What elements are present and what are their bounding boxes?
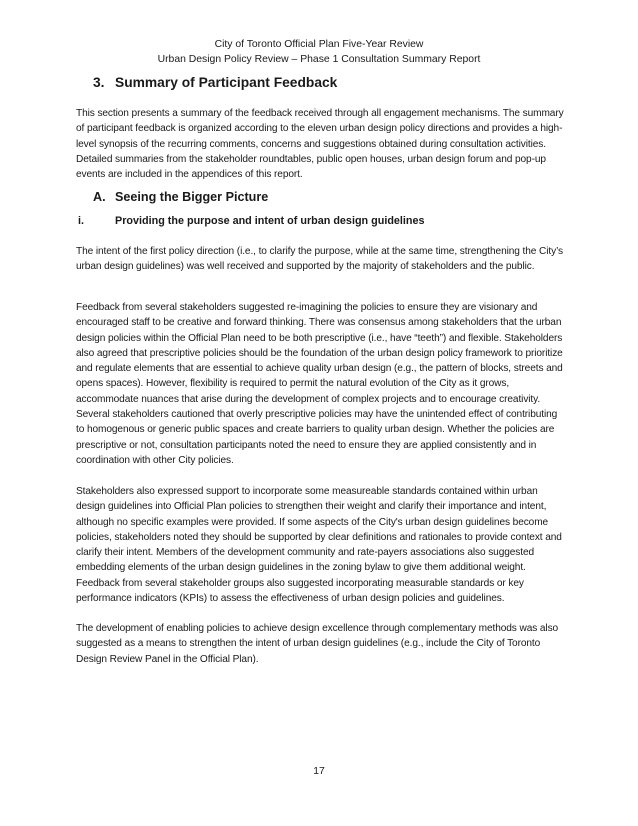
subsection-letter: A.	[93, 190, 106, 204]
header-subtitle: Urban Design Policy Review – Phase 1 Consultation Summary Report	[157, 53, 481, 65]
header-title: City of Toronto Official Plan Five-Year Review	[214, 39, 424, 50]
subsubsection-title: Providing the purpose and intent of urban design guidelines	[115, 215, 425, 227]
subsection-heading	[93, 190, 268, 204]
body-paragraph: The development of enabling policies to achieve design excellence through complementary methods was also suggested as a means to strengthen the intent of urban design guidelines (e.g., include the City of Toronto Design Review Panel in the Official Plan).	[76, 623, 559, 665]
section-title: Summary of Participant Feedback	[115, 75, 338, 90]
body-paragraph: The intent of the first policy direction (i.e., to clarify the purpose, while at the same time, strengthening the City’s urban design guidelines) was well received and supported by the majority of stakeholders and the public.	[76, 246, 563, 273]
body-paragraph: Feedback from several stakeholders suggested re-imagining the policies to ensure they are visionary and encouraged staff to be creative and forward thinking. There was consensus among stakeholders that the urban design policies within the Official Plan need to be both prescriptive (i.e., have “teeth”) and flexible. Stakeholders also agreed that prescriptive policies should be the foundation of the urban design policy framework to prioritize and regulate elements that are essential to achieve quality urban design (e.g., the pattern of blocks, streets and opens spaces). However, flexibility is required to permit the natural evolution of the City as it grows, accommodate nuances that arise during the development of complex projects and to encourage creativity. Several stakeholders cautioned that overly prescriptive policies may have the unintended effect of contributing to homogenous or generic public spaces and create barriers to quality urban design. Whether the policies are prescriptive or not, consultation participants noted the need to ensure they are applied consistently and in coordination with other City policies.	[76, 302, 563, 466]
running-header	[0, 38, 638, 67]
section-intro-paragraph: This section presents a summary of the feedback received through all engagement mechanisms. The summary of participant feedback is organized according to the eleven urban design policy directions and provides a high-level synopsis of the recurring comments, concerns and suggestions obtained during consultation activities. Detailed summaries from the stakeholder roundtables, public open houses, urban design forum and pop-up events are included in the appendices of this report.	[76, 108, 564, 181]
subsubsection-heading	[78, 215, 425, 227]
section-number: 3.	[93, 75, 105, 90]
subsubsection-numeral: i.	[78, 215, 84, 227]
subsection-title: Seeing the Bigger Picture	[115, 190, 269, 204]
page-number: 17	[313, 766, 325, 777]
body-paragraph: Stakeholders also expressed support to incorporate some measureable standards contained within urban design guidelines into Official Plan policies to strengthen their weight and clarify their importance and intent, although no specific examples were provided. If some aspects of the City's urban design guidelines become policies, stakeholders noted they should be supported by clear definitions and rationales to provide context and clarify their intent. Members of the development community and rate-payers associations also suggested embedding elements of the urban design guidelines in the zoning bylaw to give them additional weight. Feedback from several stakeholder groups also suggested incorporating measurable standards or key performance indicators (KPIs) to assess the effectiveness of urban design policies and guidelines.	[76, 486, 562, 605]
section-heading	[93, 75, 337, 90]
